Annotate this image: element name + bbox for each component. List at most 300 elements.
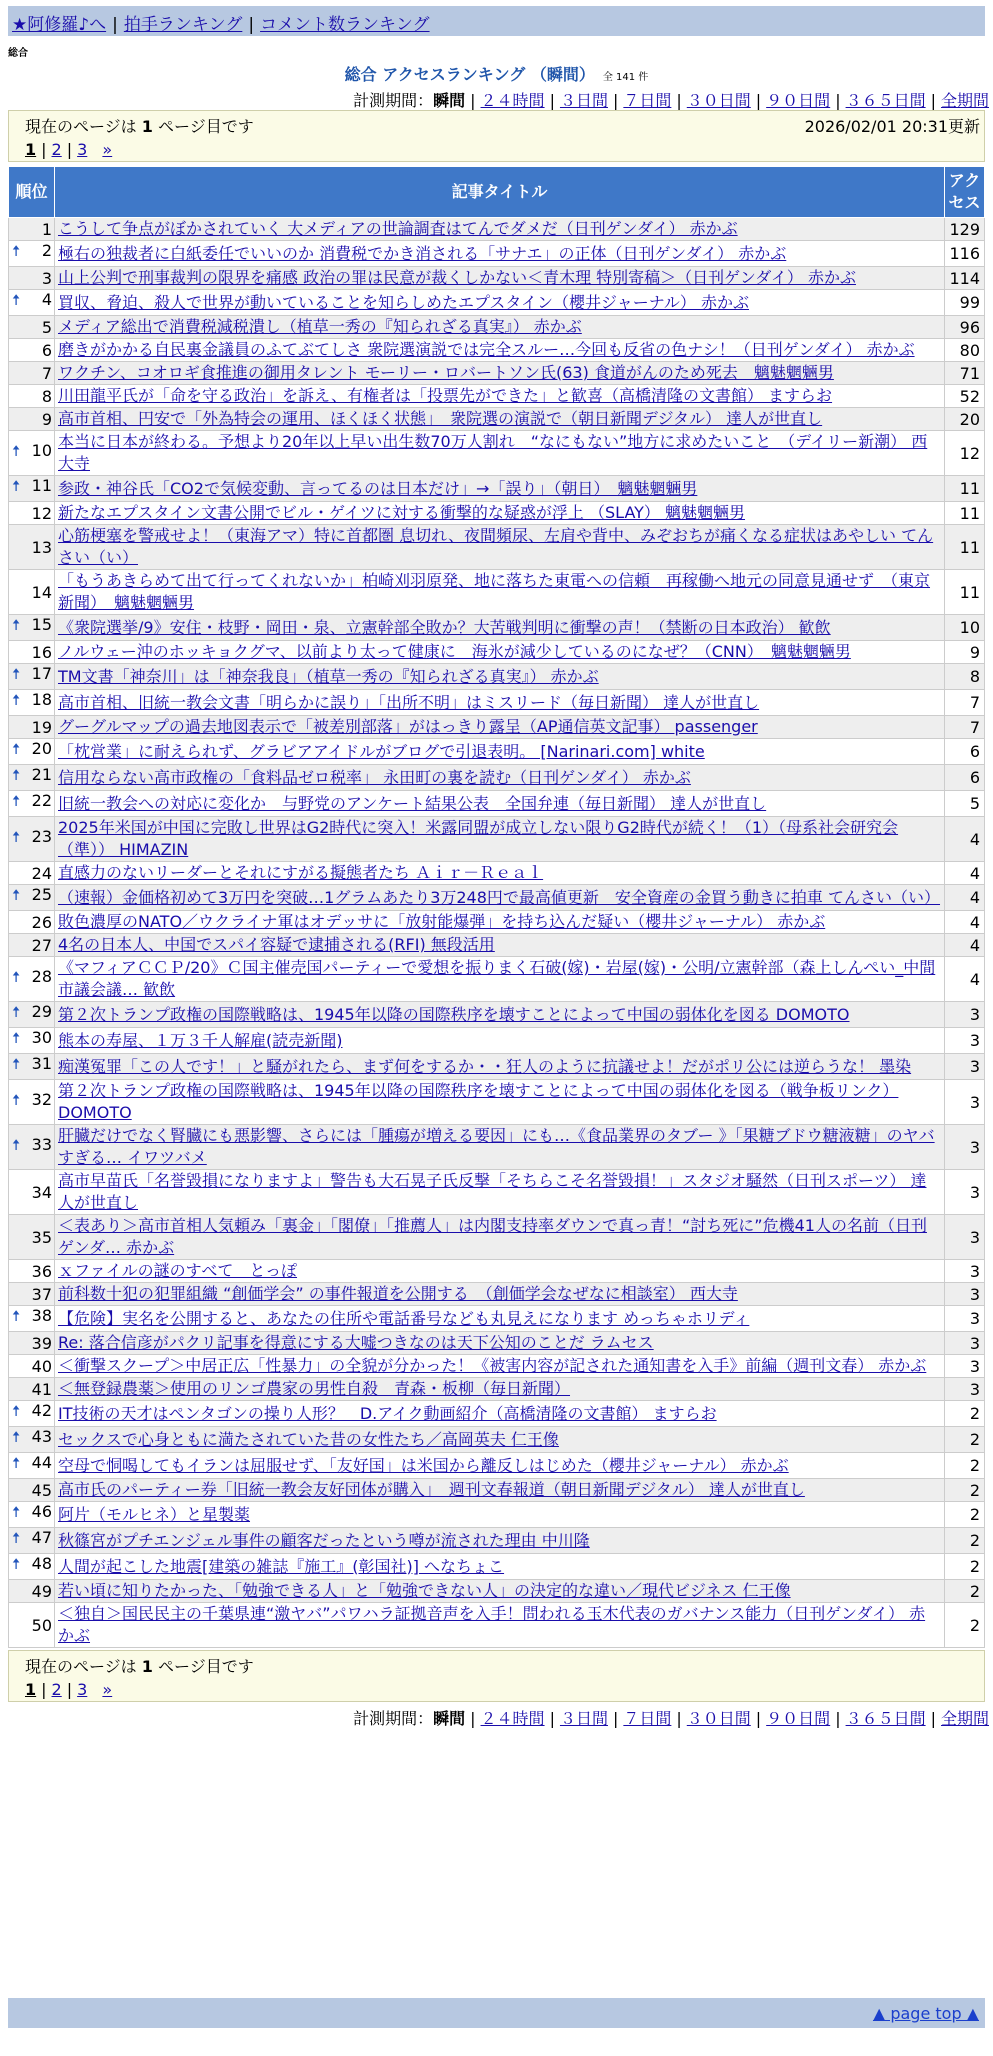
rank-number: 45 xyxy=(31,1480,52,1500)
period-separator: | xyxy=(470,91,476,110)
rank-cell xyxy=(9,1283,55,1306)
title-cell xyxy=(55,1479,945,1502)
next-page-link[interactable]: » xyxy=(102,140,113,159)
access-count: 3 xyxy=(945,1215,985,1260)
access-count: 7 xyxy=(945,690,985,716)
access-count: 3 xyxy=(945,1378,985,1401)
article-link[interactable]: 「もうあきらめて出て行ってくれないか」柏崎刈羽原発、地に落ちた東電への信頼 再稼働へ地元の同意見通せず （東京新聞） 魑魅魍魎男 xyxy=(58,571,931,612)
access-count: 3 xyxy=(945,1002,985,1028)
rank-cell xyxy=(9,1332,55,1355)
table-row xyxy=(9,1215,985,1260)
title-cell xyxy=(55,1580,945,1603)
page-top-link[interactable]: ▲ page top ▲ xyxy=(872,2004,979,2023)
access-count: 5 xyxy=(945,791,985,817)
article-link[interactable]: 人間が起こした地震[建築の雑誌『施工』(彰国社)] へなちょこ xyxy=(58,1556,505,1576)
rank-number: 2 xyxy=(41,241,52,260)
article-link[interactable]: 熊本の寿屋、１万３千人解雇(読売新聞) xyxy=(58,1030,343,1050)
rank-cell xyxy=(9,641,55,664)
rank-cell xyxy=(9,1479,55,1502)
access-count: 80 xyxy=(945,339,985,362)
table-row xyxy=(9,339,985,362)
period-option[interactable]: ９０日間 xyxy=(766,91,831,110)
title-cell xyxy=(55,791,945,817)
article-link[interactable]: こうして争点がぼかされていく 大メディアの世論調査はてんでダメだ（日刊ゲンダイ） 赤かぶ xyxy=(58,219,738,238)
article-link[interactable]: 高市首相、円安で「外為特会の運用、ほくほく状態」 衆院選の演説で（朝日新聞デジタル） 達人が世直し xyxy=(58,409,823,428)
rank-cell xyxy=(9,476,55,502)
page-link[interactable]: 2 xyxy=(51,1680,62,1699)
period-option[interactable]: ２４時間 xyxy=(480,91,545,110)
rank-number: 4 xyxy=(41,290,52,309)
page-link[interactable]: 3 xyxy=(77,1680,88,1699)
pager-top xyxy=(8,110,985,162)
article-link[interactable]: 【危険】実名を公開すると、あなたの住所や電話番号なども丸見えになります めっちゃホリディ xyxy=(58,1308,750,1328)
article-link[interactable]: 「枕営業」に耐えられず、グラビアアイドルがブログで引退表明。 [Narinari.com] white xyxy=(58,741,705,761)
article-link[interactable]: 参政・神谷氏「CO2で気候変動、言ってるのは日本だけ」→「誤り」（朝日） 魑魅魍魎男 xyxy=(58,478,698,498)
article-link[interactable]: IT技術の天才はペンタゴンの操り人形？ D.アイク動画紹介（高橋清隆の文書館） ますらお xyxy=(58,1403,717,1423)
rank-up-arrow-icon: 🠅 xyxy=(12,1555,21,1573)
period-option[interactable]: ７日間 xyxy=(623,91,672,110)
article-link[interactable]: ワクチン、コオロギ食推進の御用タレント モーリー・ロバートソン氏(63) 食道がんのため死去 魑魅魍魎男 xyxy=(58,363,834,382)
period-option[interactable]: ３日間 xyxy=(559,1709,608,1728)
title-cell xyxy=(55,1427,945,1453)
article-link[interactable]: 前科数十犯の犯罪組織 “創価学会” の事件報道を公開する （創価学会なぜなに相談室） 西大寺 xyxy=(58,1284,738,1303)
total-count: 全 141 件 xyxy=(602,72,649,83)
access-count: 3 xyxy=(945,1170,985,1215)
rank-number: 47 xyxy=(31,1528,52,1547)
rank-number: 24 xyxy=(31,863,52,883)
rank-number: 7 xyxy=(41,363,52,383)
title-cell xyxy=(55,1028,945,1054)
article-link[interactable]: セックスで心身ともに満たされていた昔の女性たち／高岡英夫 仁王像 xyxy=(58,1429,559,1449)
table-row xyxy=(9,1554,985,1580)
article-link[interactable]: ＜無登録農薬＞使用のリンゴ農家の男性自殺 青森・板柳（毎日新聞） xyxy=(58,1379,571,1398)
rank-cell xyxy=(9,1306,55,1332)
rank-cell xyxy=(9,690,55,716)
access-count: 4 xyxy=(945,934,985,957)
access-count: 11 xyxy=(945,502,985,525)
rank-number: 21 xyxy=(31,765,52,784)
title-cell xyxy=(55,1528,945,1554)
article-link[interactable]: 《マフィアＣＣＰ/20》Ｃ国主催売国パーティーで愛想を振りまく石破(嫁)・岩屋(嫁)・公明/立憲幹部（森上しんぺい_中間市議会議… 歓飲 xyxy=(58,958,936,999)
table-row xyxy=(9,1378,985,1401)
page-separator: | xyxy=(66,140,73,159)
comment-ranking-link[interactable]: コメント数ランキング xyxy=(260,15,430,35)
rank-cell xyxy=(9,1080,55,1125)
period-separator: | xyxy=(470,1709,476,1728)
rank-cell xyxy=(9,1427,55,1453)
rank-number: 32 xyxy=(31,1089,52,1109)
rank-cell xyxy=(9,1502,55,1528)
period-option[interactable]: ３６５日間 xyxy=(845,1709,926,1728)
table-row xyxy=(9,1080,985,1125)
rank-up-arrow-icon: 🠅 xyxy=(12,1029,21,1047)
rank-cell xyxy=(9,1554,55,1580)
rank-number: 3 xyxy=(41,268,52,288)
access-count: 3 xyxy=(945,1306,985,1332)
article-link[interactable]: ｘファイルの謎のすべて とっぽ xyxy=(58,1261,298,1280)
access-count: 3 xyxy=(945,1260,985,1283)
article-link[interactable]: 磨きがかかる自民裏金議員のふてぶてしさ 衆院選演説では完全スルー…今回も反省の色ナシ！（日刊ゲンダイ） 赤かぶ xyxy=(58,340,915,359)
article-link[interactable]: ＜独自＞国民民主の千葉県連“激ヤバ”パワハラ証拠音声を入手！問われる玉木代表のガバナンス能力（日刊ゲンダイ） 赤かぶ xyxy=(58,1604,926,1645)
table-row xyxy=(9,862,985,885)
category-label: 総合 xyxy=(8,48,28,59)
article-link[interactable]: 阿片（モルヒネ）と星製薬 xyxy=(58,1504,251,1524)
article-link[interactable]: 2025年米国が中国に完敗し世界はG2時代に突入！米露同盟が成立しない限りG2時代が続く！（1）（母系社会研究会（準）） HIMAZIN xyxy=(58,818,899,859)
period-option[interactable]: ３０日間 xyxy=(686,91,751,110)
rank-cell xyxy=(9,1401,55,1427)
rank-cell xyxy=(9,241,55,267)
article-link[interactable]: TM文書「神奈川」は「神奈我良」（植草一秀の『知られざる真実』） 赤かぶ xyxy=(58,666,599,686)
period-option[interactable]: 全期間 xyxy=(940,91,989,110)
article-link[interactable]: ノルウェー沖のホッキョクグマ、以前より太って健康に 海氷が減少しているのになぜ？（CNN） 魑魅魍魎男 xyxy=(58,642,851,661)
title-cell xyxy=(55,664,945,690)
rank-cell xyxy=(9,525,55,570)
title-cell xyxy=(55,502,945,525)
access-count: 2 xyxy=(945,1580,985,1603)
title-cell xyxy=(55,739,945,765)
access-count: 52 xyxy=(945,385,985,408)
table-row xyxy=(9,664,985,690)
rank-cell xyxy=(9,570,55,615)
title-cell xyxy=(55,385,945,408)
period-separator: | xyxy=(549,1709,555,1728)
article-link[interactable]: 新たなエプスタイン文書公開でビル・ゲイツに対する衝撃的な疑惑が浮上 （SLAY） 魑魅魍魎男 xyxy=(58,503,746,522)
page-link[interactable]: 3 xyxy=(77,140,88,159)
rank-up-arrow-icon: 🠅 xyxy=(12,691,21,709)
rank-up-arrow-icon: 🠅 xyxy=(12,1055,21,1073)
title-cell xyxy=(55,1306,945,1332)
period-separator: | xyxy=(835,1709,841,1728)
period-selector-top xyxy=(353,88,989,111)
rank-number: 33 xyxy=(31,1134,52,1154)
period-separator: | xyxy=(930,1709,936,1728)
access-count: 12 xyxy=(945,431,985,476)
table-row xyxy=(9,1603,985,1648)
rank-up-arrow-icon: 🠅 xyxy=(12,766,21,784)
period-option[interactable]: ３０日間 xyxy=(686,1709,751,1728)
access-count: 20 xyxy=(945,408,985,431)
table-row xyxy=(9,290,985,316)
period-separator: | xyxy=(676,91,682,110)
table-row xyxy=(9,1170,985,1215)
rank-number: 6 xyxy=(41,340,52,360)
article-link[interactable]: 第２次トランプ政権の国際戦略は、1945年以降の国際秩序を壊すことによって中国の弱体化を図る（戦争板リンク） DOMOTO xyxy=(58,1081,899,1122)
rank-up-arrow-icon: 🠅 xyxy=(12,1503,21,1521)
rank-up-arrow-icon: 🠅 xyxy=(12,616,21,634)
access-count: 11 xyxy=(945,570,985,615)
access-count: 96 xyxy=(945,316,985,339)
rank-cell xyxy=(9,765,55,791)
table-row xyxy=(9,385,985,408)
title-cell xyxy=(55,316,945,339)
article-link[interactable]: 高市早苗氏「名誉毀損になりますよ」警告も大石晃子氏反撃「そちらこそ名誉毀損！」スタジオ騒然（日刊スポーツ） 達人が世直し xyxy=(58,1171,927,1212)
rank-cell xyxy=(9,218,55,241)
rank-cell xyxy=(9,267,55,290)
access-count: 4 xyxy=(945,957,985,1002)
title-cell xyxy=(55,817,945,862)
rank-cell xyxy=(9,1028,55,1054)
rank-up-arrow-icon: 🠅 xyxy=(12,665,21,683)
table-row xyxy=(9,1125,985,1170)
table-row xyxy=(9,739,985,765)
table-row xyxy=(9,1427,985,1453)
access-count: 2 xyxy=(945,1427,985,1453)
article-link[interactable]: 旧統一教会への対応に変化か 与野党のアンケート結果公表 全国弁連（毎日新聞） 達人が世直し xyxy=(58,793,767,813)
rank-cell xyxy=(9,1260,55,1283)
page-links xyxy=(25,140,968,159)
rank-up-arrow-icon: 🠅 xyxy=(12,1428,21,1446)
rank-number: 35 xyxy=(31,1227,52,1247)
article-link[interactable]: 第２次トランプ政権の国際戦略は、1945年以降の国際秩序を壊すことによって中国の弱体化を図る DOMOTO xyxy=(58,1004,850,1024)
article-link[interactable]: 高市首相、旧統一教会文書「明らかに誤り」「出所不明」はミスリード（毎日新聞） 達人が世直し xyxy=(58,692,760,712)
table-row xyxy=(9,362,985,385)
table-row xyxy=(9,1401,985,1427)
article-link[interactable]: メディア総出で消費税減税潰し（植草一秀の『知られざる真実』） 赤かぶ xyxy=(58,317,582,336)
home-link[interactable]: ★阿修羅♪へ xyxy=(12,15,107,35)
access-count: 2 xyxy=(945,1603,985,1648)
rank-up-arrow-icon: 🠅 xyxy=(12,291,21,309)
title-cell xyxy=(55,1260,945,1283)
article-link[interactable]: 空母で恫喝してもイランは屈服せず、「友好国」は米国から離反しはじめた（櫻井ジャーナル） 赤かぶ xyxy=(58,1455,789,1475)
article-link[interactable]: 川田龍平氏が「命を守る政治」を訴え、有権者は「投票先ができた」と歓喜（高橋清隆の文書館） ますらお xyxy=(58,386,833,405)
article-link[interactable]: 信用ならない高市政権の「食料品ゼロ税率」 永田町の裏を読む（日刊ゲンダイ） 赤かぶ xyxy=(58,767,691,787)
table-row xyxy=(9,817,985,862)
title-cell xyxy=(55,911,945,934)
rank-number: 37 xyxy=(31,1284,52,1304)
rank-cell xyxy=(9,1170,55,1215)
page-title: 総合 アクセスランキング （瞬間） xyxy=(344,65,595,84)
access-count: 6 xyxy=(945,765,985,791)
rank-number: 39 xyxy=(31,1333,52,1353)
access-count: 11 xyxy=(945,476,985,502)
rank-up-arrow-icon: 🠅 xyxy=(12,827,21,846)
rank-number: 5 xyxy=(41,317,52,337)
table-row xyxy=(9,1453,985,1479)
nav-separator: | xyxy=(112,15,118,35)
article-link[interactable]: 肝臓だけでなく腎臓にも悪影響、さらには「腫瘍が増える要因」にも…《食品業界のタブー 》「果糖ブドウ糖液糖」のヤバすぎる… イワツバメ xyxy=(58,1126,935,1167)
article-link[interactable]: グーグルマップの過去地図表示で「被差別部落」がはっきり露呈（AP通信英文記事） passenger xyxy=(58,717,758,736)
rank-cell xyxy=(9,664,55,690)
table-row xyxy=(9,1028,985,1054)
rank-up-arrow-icon: 🠅 xyxy=(12,740,21,758)
page-separator: | xyxy=(41,1680,47,1699)
rank-cell xyxy=(9,957,55,1002)
rank-number: 13 xyxy=(31,537,52,557)
access-count: 3 xyxy=(945,1283,985,1306)
rank-number: 12 xyxy=(31,503,52,523)
col-rank-header: 順位 xyxy=(9,167,55,218)
article-link[interactable]: ＜表あり＞高市首相人気頼み「裏金」「閣僚」「推薦人」は内閣支持率ダウンで真っ青！“討ち死に”危機41人の名前（日刊ゲンダ… 赤かぶ xyxy=(58,1216,927,1257)
title-cell xyxy=(55,957,945,1002)
rank-number: 14 xyxy=(31,582,52,602)
rank-number: 36 xyxy=(31,1261,52,1281)
period-separator: | xyxy=(755,91,762,110)
access-count: 6 xyxy=(945,739,985,765)
title-cell xyxy=(55,1603,945,1648)
table-row xyxy=(9,1355,985,1378)
table-row xyxy=(9,791,985,817)
title-cell xyxy=(55,641,945,664)
rank-number: 44 xyxy=(31,1453,52,1472)
article-link[interactable]: （速報）金価格初めて3万円を突破…1グラムあたり3万248円で最高値更新 安全資産の金買う動きに拍車 てんさい（い） xyxy=(58,887,941,907)
article-link[interactable]: 痴漢冤罪「この人です！」と騒がれたら、まず何をするか・・狂人のように抗議せよ！だがポリ公には逆らうな！ 墨染 xyxy=(58,1056,912,1076)
title-cell xyxy=(55,1502,945,1528)
article-link[interactable]: 高市氏のパーティー券「旧統一教会友好団体が購入」 週刊文春報道（朝日新聞デジタル） 達人が世直し xyxy=(58,1480,805,1499)
page-link[interactable]: 2 xyxy=(51,140,62,159)
title-cell xyxy=(55,476,945,502)
period-option[interactable]: ９０日間 xyxy=(766,1709,831,1728)
access-count: 99 xyxy=(945,290,985,316)
rank-number: 15 xyxy=(31,615,52,634)
top-nav-bar xyxy=(8,6,985,36)
title-cell xyxy=(55,1401,945,1427)
table-row xyxy=(9,934,985,957)
period-separator: | xyxy=(755,1709,762,1728)
title-cell xyxy=(55,1554,945,1580)
article-link[interactable]: 敗色濃厚のNATO／ウクライナ軍はオデッサに「放射能爆弾」を持ち込んだ疑い（櫻井ジャーナル） 赤かぶ xyxy=(58,912,826,931)
applause-ranking-link[interactable]: 拍手ランキング xyxy=(123,15,243,35)
article-link[interactable]: 心筋梗塞を警戒せよ！（東海アマ）特に首都圏 息切れ、夜間頻尿、左肩や背中、みぞおちが痛くなる症状はあやしい てんさい（い） xyxy=(58,526,934,567)
access-count: 2 xyxy=(945,1401,985,1427)
rank-cell xyxy=(9,615,55,641)
access-count: 7 xyxy=(945,716,985,739)
page-title-line xyxy=(0,62,993,85)
rank-number: 22 xyxy=(31,791,52,810)
title-cell xyxy=(55,241,945,267)
nav-separator: | xyxy=(248,15,255,35)
table-row xyxy=(9,1580,985,1603)
ranking-table xyxy=(8,166,985,1648)
period-selector-bottom xyxy=(353,1706,989,1729)
rank-number: 40 xyxy=(31,1356,52,1376)
period-option[interactable]: ７日間 xyxy=(623,1709,672,1728)
table-row xyxy=(9,885,985,911)
table-row xyxy=(9,1054,985,1080)
period-separator: | xyxy=(612,1709,619,1728)
rank-number: 9 xyxy=(41,409,52,429)
period-separator: | xyxy=(930,91,936,110)
period-option[interactable]: 全期間 xyxy=(940,1709,989,1728)
period-separator: | xyxy=(676,1709,682,1728)
table-row xyxy=(9,615,985,641)
page-link: 1 xyxy=(25,1680,37,1699)
pager-text-pre: 現在のページは xyxy=(25,1657,142,1676)
table-row xyxy=(9,1479,985,1502)
rank-up-arrow-icon: 🠅 xyxy=(12,1090,21,1109)
title-cell xyxy=(55,862,945,885)
rank-number: 20 xyxy=(31,739,52,758)
rank-cell xyxy=(9,1355,55,1378)
rank-cell xyxy=(9,1453,55,1479)
title-cell xyxy=(55,570,945,615)
period-option: 瞬間 xyxy=(433,1709,466,1728)
title-cell xyxy=(55,290,945,316)
article-link[interactable]: 《衆院選挙/9》安住・枝野・岡田・泉、立憲幹部全敗か？大苦戦判明に衝撃の声！（禁断の日本政治） 歓飲 xyxy=(58,617,831,637)
access-count: 4 xyxy=(945,862,985,885)
rank-number: 16 xyxy=(31,642,52,662)
table-row xyxy=(9,241,985,267)
rank-cell xyxy=(9,339,55,362)
access-count: 8 xyxy=(945,664,985,690)
access-count: 3 xyxy=(945,1028,985,1054)
rank-cell xyxy=(9,885,55,911)
article-link[interactable]: ＜衝撃スクープ＞中居正広「性暴力」の全貌が分かった！《被害内容が記された通知書を入手》前編（週刊文春） 赤かぶ xyxy=(58,1356,927,1375)
pager-text-post: ページ目です xyxy=(152,117,254,136)
rank-cell xyxy=(9,502,55,525)
title-cell xyxy=(55,765,945,791)
title-cell xyxy=(55,1002,945,1028)
table-row xyxy=(9,1306,985,1332)
rank-number: 29 xyxy=(31,1002,52,1021)
rank-number: 19 xyxy=(31,717,52,737)
table-row xyxy=(9,408,985,431)
access-count: 4 xyxy=(945,885,985,911)
article-link[interactable]: 買収、脅迫、殺人で世界が動いていることを知らしめたエプスタイン（櫻井ジャーナル） 赤かぶ xyxy=(58,292,750,312)
rank-cell xyxy=(9,431,55,476)
title-cell xyxy=(55,1332,945,1355)
rank-number: 30 xyxy=(31,1028,52,1047)
title-cell xyxy=(55,716,945,739)
access-count: 2 xyxy=(945,1502,985,1528)
article-link[interactable]: 本当に日本が終わる。予想より20年以上早い出生数70万人割れ “なにもない”地方に求めたいこと （デイリー新潮） 西大寺 xyxy=(58,432,928,473)
table-row xyxy=(9,765,985,791)
article-link[interactable]: 直感力のないリーダーとそれにすがる擬態者たち Ａｉｒ－Ｒｅａｌ xyxy=(58,863,544,882)
article-link[interactable]: 極右の独裁者に白紙委任でいいのか 消費税でかき消される「サナエ」の正体（日刊ゲンダイ） 赤かぶ xyxy=(58,243,787,263)
article-link[interactable]: 4名の日本人、中国でスパイ容疑で逮捕される(RFI) 無段活用 xyxy=(58,935,495,954)
table-row xyxy=(9,431,985,476)
rank-cell xyxy=(9,1125,55,1170)
rank-up-arrow-icon: 🠅 xyxy=(12,1003,21,1021)
rank-number: 43 xyxy=(31,1427,52,1446)
rank-cell xyxy=(9,862,55,885)
rank-number: 28 xyxy=(31,966,52,986)
rank-up-arrow-icon: 🠅 xyxy=(12,1529,21,1547)
rank-cell xyxy=(9,1215,55,1260)
title-cell xyxy=(55,1170,945,1215)
period-label: 計測期間： xyxy=(353,1709,434,1728)
article-link[interactable]: 秋篠宮がプチエンジェル事件の顧客だったという噂が流された理由 中川隆 xyxy=(58,1530,590,1550)
next-page-link[interactable]: » xyxy=(102,1680,113,1699)
pager-text-post: ページ目です xyxy=(152,1657,254,1676)
page-links xyxy=(25,1680,968,1699)
title-cell xyxy=(55,1453,945,1479)
table-row xyxy=(9,316,985,339)
rank-number: 27 xyxy=(31,935,52,955)
rank-up-arrow-icon: 🠅 xyxy=(12,441,21,460)
table-row xyxy=(9,570,985,615)
rank-number: 34 xyxy=(31,1182,52,1202)
period-option[interactable]: ３６５日間 xyxy=(845,91,926,110)
title-cell xyxy=(55,267,945,290)
title-cell xyxy=(55,1080,945,1125)
article-link[interactable]: 若い頃に知りたかった、「勉強できる人」と「勉強できない人」の決定的な違い／現代ビジネス 仁王像 xyxy=(58,1581,791,1600)
rank-cell xyxy=(9,791,55,817)
article-link[interactable]: 山上公判で刑事裁判の限界を痛感 政治の罪は民意が裁くしかない＜青木理 特別寄稿＞（日刊ゲンダイ） 赤かぶ xyxy=(58,268,856,287)
article-link[interactable]: Re: 落合信彦がパクリ記事を得意にする大嘘つきなのは天下公知のことだ ラムセス xyxy=(58,1333,654,1352)
period-option[interactable]: ２４時間 xyxy=(480,1709,545,1728)
rank-cell xyxy=(9,817,55,862)
title-cell xyxy=(55,1355,945,1378)
table-row xyxy=(9,1502,985,1528)
rank-number: 17 xyxy=(31,664,52,683)
rank-up-arrow-icon: 🠅 xyxy=(12,1135,21,1154)
footer-bar xyxy=(8,1998,985,2028)
table-row xyxy=(9,267,985,290)
rank-number: 49 xyxy=(31,1581,52,1601)
rank-up-arrow-icon: 🠅 xyxy=(12,792,21,810)
access-count: 129 xyxy=(945,218,985,241)
period-option[interactable]: ３日間 xyxy=(559,91,608,110)
